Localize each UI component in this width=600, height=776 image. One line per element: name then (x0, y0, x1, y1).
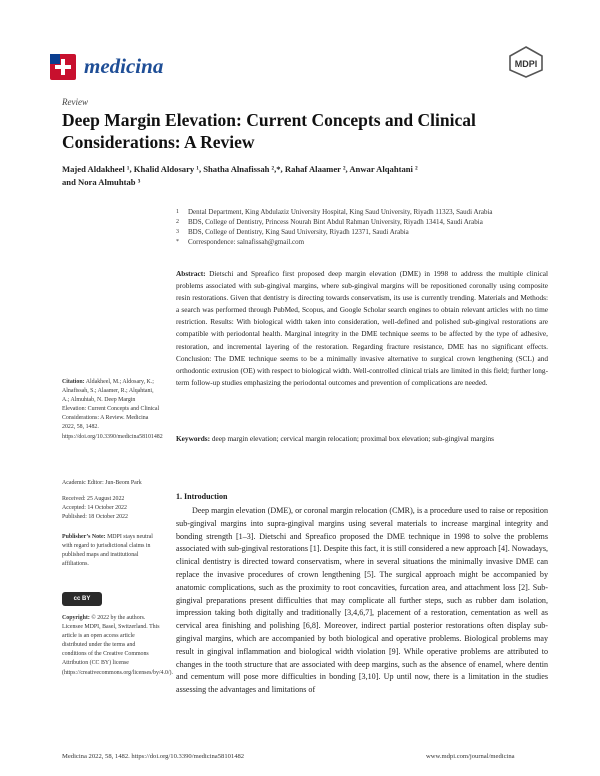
publisher-note-label: Publisher’s Note: (62, 534, 106, 540)
author-line: and Nora Almuhtab ³ (62, 177, 141, 187)
copyright-text: © 2022 by the authors. Licensee MDPI, Basel, Switzerland. This article is an open access article distributed under the terms and conditions of the Creative Commons Attribution (CC BY) license (https://creativecommons.org/licenses/by/4.0/). (62, 615, 173, 676)
affiliation-text: BDS, College of Dentistry, King Saud University, Riyadh 12371, Saudi Arabia (188, 228, 409, 236)
affiliation (176, 227, 546, 237)
affiliations (176, 207, 546, 247)
academic-editor: Academic Editor: Jun-Beom Park (62, 480, 142, 486)
copyright-block (62, 614, 173, 678)
copyright-label: Copyright: (62, 615, 90, 621)
accepted-date: Accepted: 14 October 2022 (62, 505, 127, 512)
abstract (176, 268, 548, 389)
journal-name: medicina (84, 54, 164, 78)
published-date: Published: 18 October 2022 (62, 514, 128, 521)
footer-journal-url: www.mdpi.com/journal/medicina (426, 753, 515, 760)
keywords (176, 433, 548, 445)
journal-logo-icon (50, 54, 76, 80)
introduction-paragraph: Deep margin elevation (DME), or coronal margin relocation (CMR), is a procedure used to raise or reposition sub-gingival margins into supra-gingival margins using several materials to increase marginal integrity and bonding strength [1–3]. Dietschi and Spreafico proposed the DME technique in 1998 to solve the problems associated with sub-gingival restorations [1]. Despite this fact, it is still considered a new approach [4]. Nowadays, clinical dentistry is directed toward conservatism, where in several situations the minimally invasive DME can replace the invasive procedures of crown lengthening [5]. The surgical approach might be accompanied by anatomic complications, such as the proximity to root concavities, furcation area, and attachment loss [2]. Sub-gingival preparations present difficulties that may complicate all further steps, such as rubber dam isolation, impression taking both digitally and traditionally [3,4,6,7], placement of a restoration, cementation as well as cervical area finishing and polishing [6,8]. Moreover, indirect partial posterior restorations often display sub-gingival margins, which are accompanied by both biological and operative problems. Biological problems may result in gingival inflammation and biological width violation [9]. While operative problems are attributed to changes in the tooth structure that are associated with deep margins, such as the absence of enamel, where dentin and cementum will pose more difficulties in bonding [3,10]. Up until now, there is a limitation in the studies assessing the advantages and limitations of (176, 506, 548, 695)
abstract-label: Abstract: (176, 269, 206, 278)
cc-by-license-icon: cc BY (62, 592, 102, 606)
keywords-text: deep margin elevation; cervical margin relocation; proximal box elevation; sub-gingival margins (211, 434, 494, 443)
affiliation (176, 207, 546, 217)
affiliation (176, 217, 546, 227)
correspondence-email: Correspondence: salnafissah@gmail.com (188, 238, 305, 246)
publisher-note (62, 533, 160, 569)
correspondence (176, 237, 546, 247)
article-type: Review (62, 97, 88, 107)
keywords-label: Keywords: (176, 434, 211, 443)
section-heading: 1. Introduction (176, 492, 228, 501)
affiliation-number: 1 (176, 209, 179, 215)
author-list (62, 163, 542, 189)
article-title: Deep Margin Elevation: Current Concepts and Clinical Considerations: A Review (62, 110, 476, 152)
footer-citation: Medicina 2022, 58, 1482. https://doi.org/10.3390/medicina58101482 (62, 753, 245, 760)
affiliation-number: 3 (176, 229, 179, 235)
abstract-text: Dietschi and Spreafico first proposed deep margin elevation (DME) in 1998 to address the multiple clinical problems associated with sub-gingival margins, where sub-gingival margins will be repositioned coronally using composite resin restorations. Given that dentistry is directing towards conservatism, its use is currently trending. Materials and Methods: a search was performed through PubMed, Scopus, and Google Scholar search engines to obtain relevant articles with no time restriction. Results: With biological width taken into consideration, well-defined and polished sub-gingival restorations are compatible with periodontal health. Marginal integrity in the DME technique seems to be affected by the type of adhesive, restoration, and incremental layering of the restoration. Regarding fracture resistance, DME has no significant effects. Conclusion: The DME technique seems to be a minimally invasive alternative to surgical crown lengthening (SCL) and orthodontic extrusion (OE) with respect to biological width. Well-controlled clinical trials are limited in this field; further long-term follow-up studies emphasizing the periodontal outcomes and prevention of complications are needed. (176, 269, 548, 387)
citation-text: Aldakheel, M.; Aldosary, K.; Alnafissah, S.; Alaamer, R.; Alqahtani, A.; Almuhtab, N. Deep Margin Elevation: Current Concepts and Clinical Considerations: A Review. Medicina 2022, 58, 1482. https://doi.org/10.3390/medicina58101482 (62, 379, 163, 440)
citation-label: Citation: (62, 379, 85, 385)
mdpi-logo (508, 46, 544, 78)
affiliation-number: 2 (176, 219, 179, 225)
citation-block (62, 378, 163, 442)
author-line: Majed Aldakheel ¹, Khalid Aldosary ¹, Shatha Alnafissah ²,*, Rahaf Alaamer ², Anwar Alqahtani ² (62, 164, 418, 174)
publisher-note-text: MDPI stays neutral with regard to jurisdictional claims in published maps and institutional affiliations. (62, 534, 153, 568)
publication-dates (62, 495, 160, 522)
received-date: Received: 25 August 2022 (62, 496, 125, 502)
affiliation-text: BDS, College of Dentistry, Princess Nourah Bint Abdul Rahman University, Riyadh 13414, Saudi Arabia (188, 218, 483, 226)
affiliation-text: Dental Department, King Abdulaziz University Hospital, King Saud University, Riyadh 11323, Saudi Arabia (188, 208, 493, 216)
affiliation-number: * (176, 239, 179, 245)
publisher-name: MDPI (514, 59, 538, 69)
